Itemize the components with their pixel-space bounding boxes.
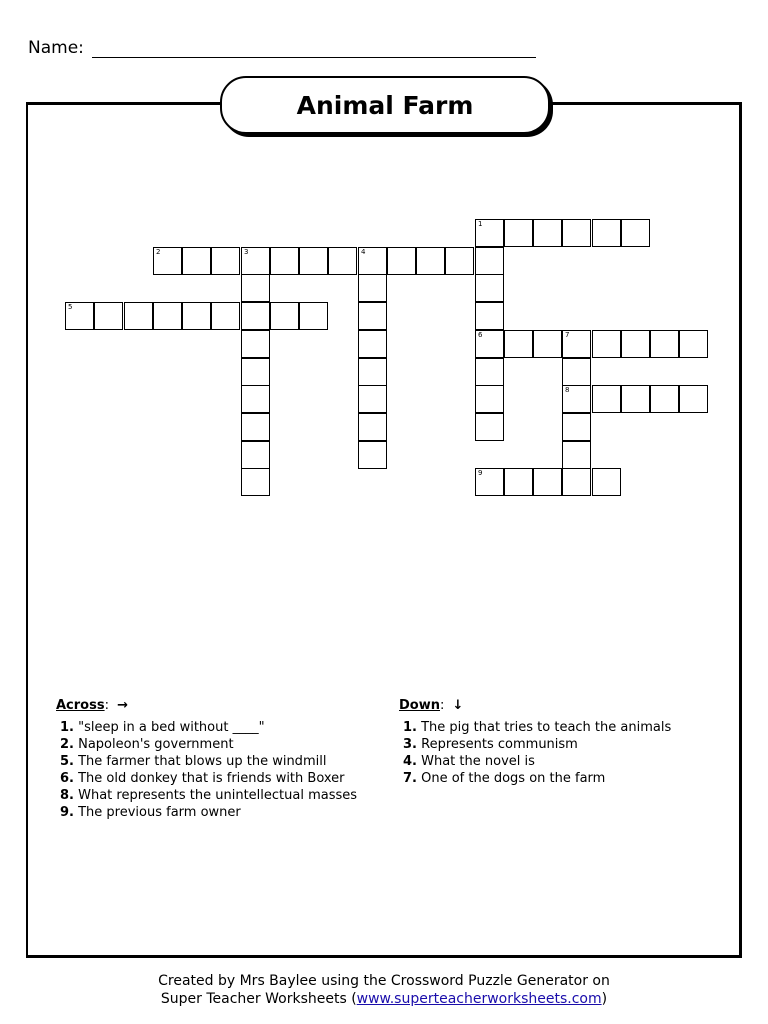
across-clues: Across: → 1. "sleep in a bed without ____" 2. Napoleon's government 5. The farmer that blows up the windmill 6. The old donkey that is friends with Boxer 8. What represents the unintellectual masses 9. The previous farm owner xyxy=(56,698,358,820)
crossword-cell[interactable] xyxy=(475,330,504,358)
footer-credit: Created by Mrs Baylee using the Crossword Puzzle Generator on xyxy=(158,973,610,989)
down-list xyxy=(399,719,671,787)
name-blank-line[interactable] xyxy=(92,57,536,58)
crossword-cell[interactable] xyxy=(592,468,621,496)
crossword-cell[interactable] xyxy=(562,358,591,386)
crossword-cell[interactable] xyxy=(562,385,591,413)
across-clue: 8. What represents the unintellectual masses xyxy=(60,788,358,803)
crossword-cell[interactable] xyxy=(358,385,387,413)
crossword-cell[interactable] xyxy=(299,247,328,275)
crossword-cell[interactable] xyxy=(241,468,270,496)
across-heading: Across xyxy=(56,698,105,713)
crossword-cell[interactable] xyxy=(562,441,591,469)
down-clue: 3. Represents communism xyxy=(403,737,578,752)
crossword-cell[interactable] xyxy=(358,413,387,441)
crossword-cell[interactable] xyxy=(358,247,387,275)
crossword-cell[interactable] xyxy=(562,468,591,496)
crossword-cell[interactable] xyxy=(241,302,270,330)
crossword-cell[interactable] xyxy=(562,413,591,441)
crossword-cell[interactable] xyxy=(621,219,650,247)
clue-number: 7 xyxy=(565,331,570,339)
crossword-cell[interactable] xyxy=(592,219,621,247)
crossword-cell[interactable] xyxy=(153,302,182,330)
clue-number: 4 xyxy=(361,248,366,256)
clue-number: 5 xyxy=(68,303,73,311)
footer-source: Super Teacher Worksheets (www.superteacherworksheets.com) xyxy=(160,991,608,1007)
crossword-cell[interactable] xyxy=(241,274,270,302)
crossword-cell[interactable] xyxy=(475,358,504,386)
right-arrow-icon: → xyxy=(117,698,129,713)
crossword-cell[interactable] xyxy=(475,274,504,302)
crossword-cell[interactable] xyxy=(679,330,708,358)
crossword-cell[interactable] xyxy=(650,385,679,413)
across-clue: 5. The farmer that blows up the windmill xyxy=(60,754,327,769)
across-clue: 9. The previous farm owner xyxy=(60,805,241,820)
crossword-cell[interactable] xyxy=(211,302,240,330)
crossword-cell[interactable] xyxy=(475,468,504,496)
crossword-cell[interactable] xyxy=(592,385,621,413)
crossword-cell[interactable] xyxy=(270,247,299,275)
crossword-cell[interactable] xyxy=(475,247,504,275)
clue-number: 2 xyxy=(156,248,161,256)
across-list xyxy=(56,719,357,821)
crossword-cell[interactable] xyxy=(358,441,387,469)
clue-number: 6 xyxy=(478,331,483,339)
puzzle-title: Animal Farm xyxy=(220,76,550,134)
across-clue: 2. Napoleon's government xyxy=(60,737,234,752)
down-heading: Down xyxy=(399,698,440,713)
crossword-cell[interactable] xyxy=(182,302,211,330)
down-clue: 7. One of the dogs on the farm xyxy=(403,771,606,786)
crossword-cell[interactable] xyxy=(504,219,533,247)
down-clue: 1. The pig that tries to teach the animals xyxy=(403,720,672,735)
crossword-cell[interactable] xyxy=(124,302,153,330)
crossword-cell[interactable] xyxy=(182,247,211,275)
crossword-cell[interactable] xyxy=(358,274,387,302)
crossword-cell[interactable] xyxy=(65,302,94,330)
crossword-cell[interactable] xyxy=(241,358,270,386)
crossword-cell[interactable] xyxy=(358,358,387,386)
crossword-cell[interactable] xyxy=(387,247,416,275)
crossword-cell[interactable] xyxy=(416,247,445,275)
crossword-cell[interactable] xyxy=(270,302,299,330)
across-clue: 1. "sleep in a bed without ____" xyxy=(60,720,265,735)
crossword-cell[interactable] xyxy=(358,330,387,358)
clue-number: 8 xyxy=(565,386,570,394)
crossword-cell[interactable] xyxy=(445,247,474,275)
crossword-cell[interactable] xyxy=(621,385,650,413)
crossword-cell[interactable] xyxy=(562,330,591,358)
crossword-cell[interactable] xyxy=(533,468,562,496)
down-clue: 4. What the novel is xyxy=(403,754,535,769)
crossword-cell[interactable] xyxy=(504,330,533,358)
crossword-cell[interactable] xyxy=(475,219,504,247)
crossword-cell[interactable] xyxy=(475,385,504,413)
crossword-cell[interactable] xyxy=(533,219,562,247)
clue-number: 1 xyxy=(478,220,483,228)
crossword-cell[interactable] xyxy=(211,247,240,275)
crossword-cell[interactable] xyxy=(299,302,328,330)
down-clues: Down: ↓ 1. The pig that tries to teach the animals 3. Represents communism 4. What the novel is 7. One of the dogs on the farm xyxy=(399,698,672,786)
clue-number: 9 xyxy=(478,469,483,477)
crossword-cell[interactable] xyxy=(241,441,270,469)
name-label: Name: xyxy=(28,38,84,58)
footer-link[interactable]: www.superteacherworksheets.com xyxy=(356,991,602,1007)
crossword-cell[interactable] xyxy=(475,302,504,330)
crossword-cell[interactable] xyxy=(94,302,123,330)
crossword-cell[interactable] xyxy=(562,219,591,247)
footer xyxy=(0,972,768,1008)
clue-number: 3 xyxy=(244,248,249,256)
crossword-cell[interactable] xyxy=(241,413,270,441)
crossword-cell[interactable] xyxy=(358,302,387,330)
crossword-cell[interactable] xyxy=(241,385,270,413)
across-clue: 6. The old donkey that is friends with Boxer xyxy=(60,771,345,786)
crossword-cell[interactable] xyxy=(679,385,708,413)
crossword-cell[interactable] xyxy=(650,330,679,358)
crossword-cell[interactable] xyxy=(533,330,562,358)
down-arrow-icon: ↓ xyxy=(452,698,464,713)
crossword-cell[interactable] xyxy=(328,247,357,275)
crossword-cell[interactable] xyxy=(621,330,650,358)
crossword-cell[interactable] xyxy=(153,247,182,275)
crossword-cell[interactable] xyxy=(241,330,270,358)
crossword-cell[interactable] xyxy=(475,413,504,441)
crossword-cell[interactable] xyxy=(592,330,621,358)
crossword-cell[interactable] xyxy=(504,468,533,496)
crossword-cell[interactable] xyxy=(241,247,270,275)
